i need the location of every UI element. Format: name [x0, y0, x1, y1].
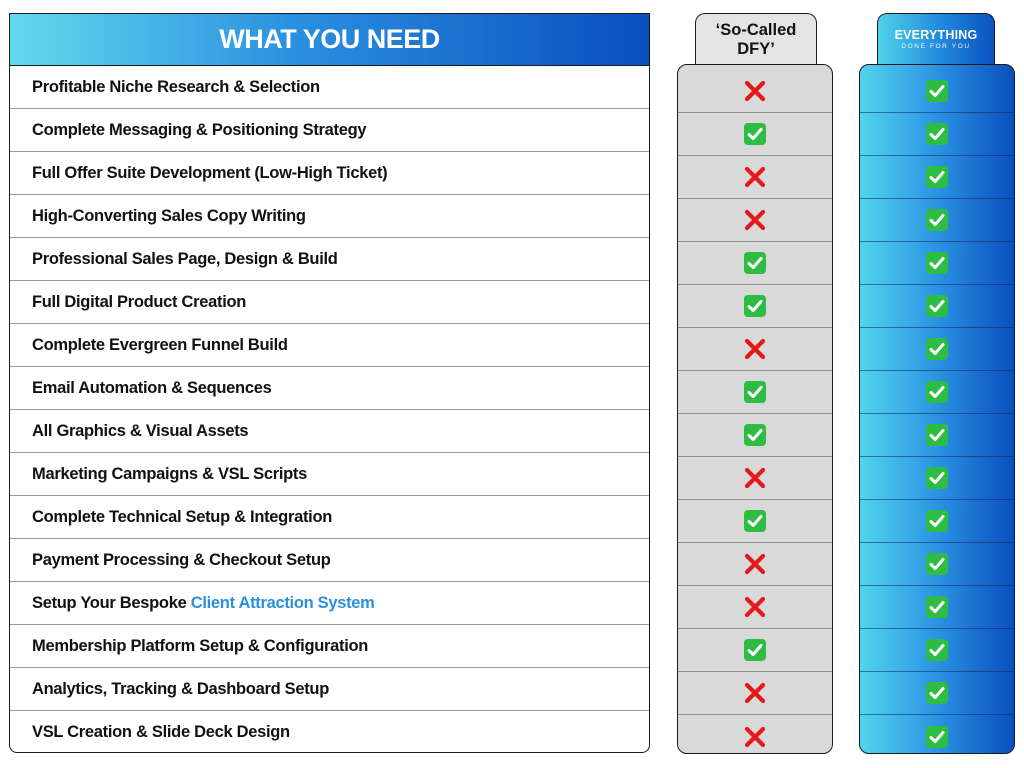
everything-cell	[860, 242, 1014, 285]
need-row	[10, 109, 649, 152]
check-icon	[925, 595, 949, 619]
everything-cell	[860, 328, 1014, 371]
check-icon	[925, 380, 949, 404]
everything-cell	[860, 457, 1014, 500]
everything-cell	[860, 70, 1014, 113]
check-icon	[925, 681, 949, 705]
need-row	[10, 324, 649, 367]
everything-cell	[860, 371, 1014, 414]
dfy-column-label: ‘So-Called DFY’	[715, 20, 797, 58]
need-label: Marketing Campaigns & VSL Scripts	[32, 464, 307, 483]
need-row	[10, 152, 649, 195]
need-label: Complete Messaging & Positioning Strategy	[32, 120, 367, 139]
need-row	[10, 367, 649, 410]
dfy-cell	[678, 543, 832, 586]
dfy-cell	[678, 113, 832, 156]
need-label: High-Converting Sales Copy Writing	[32, 206, 306, 225]
need-label: Professional Sales Page, Design & Build	[32, 249, 338, 268]
dfy-cell	[678, 586, 832, 629]
everything-column-label: EVERYTHING	[894, 28, 978, 42]
cross-icon	[743, 337, 767, 361]
dfy-column	[677, 64, 833, 754]
need-label: All Graphics & Visual Assets	[32, 421, 249, 440]
dfy-column-header	[695, 13, 817, 65]
cross-icon	[743, 165, 767, 189]
dfy-cell	[678, 371, 832, 414]
dfy-cell	[678, 500, 832, 543]
need-row	[10, 668, 649, 711]
everything-cell	[860, 285, 1014, 328]
check-icon	[925, 638, 949, 662]
needs-table	[9, 13, 650, 753]
everything-column-header	[877, 13, 995, 65]
need-row	[10, 453, 649, 496]
need-label: Email Automation & Sequences	[32, 378, 272, 397]
everything-cell	[860, 543, 1014, 586]
table-title: WHAT YOU NEED	[10, 14, 649, 66]
dfy-cell	[678, 672, 832, 715]
check-icon	[925, 552, 949, 576]
need-label: Payment Processing & Checkout Setup	[32, 550, 331, 569]
need-row	[10, 539, 649, 582]
check-icon	[925, 466, 949, 490]
dfy-cell	[678, 199, 832, 242]
everything-cell	[860, 715, 1014, 754]
cross-icon	[743, 466, 767, 490]
need-label: Membership Platform Setup & Configuration	[32, 636, 369, 655]
everything-cell	[860, 586, 1014, 629]
cross-icon	[743, 725, 767, 749]
need-row	[10, 496, 649, 539]
check-icon	[925, 294, 949, 318]
need-label: Complete Technical Setup & Integration	[32, 507, 332, 526]
cross-icon	[743, 552, 767, 576]
check-icon	[925, 509, 949, 533]
needs-rows	[10, 66, 649, 753]
everything-cell	[860, 113, 1014, 156]
check-icon	[743, 251, 767, 275]
everything-cell	[860, 629, 1014, 672]
need-row	[10, 281, 649, 324]
dfy-cell	[678, 285, 832, 328]
need-row	[10, 711, 649, 753]
need-label: Full Offer Suite Development (Low-High Ticket)	[32, 163, 388, 182]
everything-cell	[860, 672, 1014, 715]
check-icon	[925, 337, 949, 361]
check-icon	[925, 251, 949, 275]
need-label: Setup Your Bespoke	[32, 593, 187, 612]
check-icon	[925, 165, 949, 189]
everything-cell	[860, 414, 1014, 457]
everything-cell	[860, 500, 1014, 543]
check-icon	[925, 725, 949, 749]
check-icon	[743, 294, 767, 318]
check-icon	[743, 380, 767, 404]
check-icon	[925, 79, 949, 103]
check-icon	[925, 423, 949, 447]
dfy-cell	[678, 328, 832, 371]
dfy-cell	[678, 70, 832, 113]
need-label: VSL Creation & Slide Deck Design	[32, 723, 290, 741]
cross-icon	[743, 79, 767, 103]
need-label: Profitable Niche Research & Selection	[32, 77, 320, 96]
everything-cell	[860, 199, 1014, 242]
check-icon	[925, 122, 949, 146]
cross-icon	[743, 208, 767, 232]
need-row	[10, 195, 649, 238]
need-row	[10, 66, 649, 109]
dfy-cell	[678, 629, 832, 672]
dfy-cell	[678, 457, 832, 500]
need-label: Analytics, Tracking & Dashboard Setup	[32, 679, 329, 698]
dfy-cell	[678, 156, 832, 199]
need-label: Complete Evergreen Funnel Build	[32, 335, 288, 354]
dfy-cell	[678, 414, 832, 457]
need-row	[10, 238, 649, 281]
cross-icon	[743, 681, 767, 705]
need-row	[10, 625, 649, 668]
cross-icon	[743, 595, 767, 619]
check-icon	[743, 638, 767, 662]
everything-cell	[860, 156, 1014, 199]
need-label-highlight: Client Attraction System	[190, 593, 375, 612]
everything-column-sublabel: DONE FOR YOU	[901, 43, 971, 50]
check-icon	[743, 509, 767, 533]
need-label: Full Digital Product Creation	[32, 292, 247, 311]
check-icon	[925, 208, 949, 232]
check-icon	[743, 122, 767, 146]
dfy-cell	[678, 242, 832, 285]
need-row	[10, 410, 649, 453]
dfy-cell	[678, 715, 832, 754]
everything-column	[859, 64, 1015, 754]
check-icon	[743, 423, 767, 447]
need-row	[10, 582, 649, 625]
